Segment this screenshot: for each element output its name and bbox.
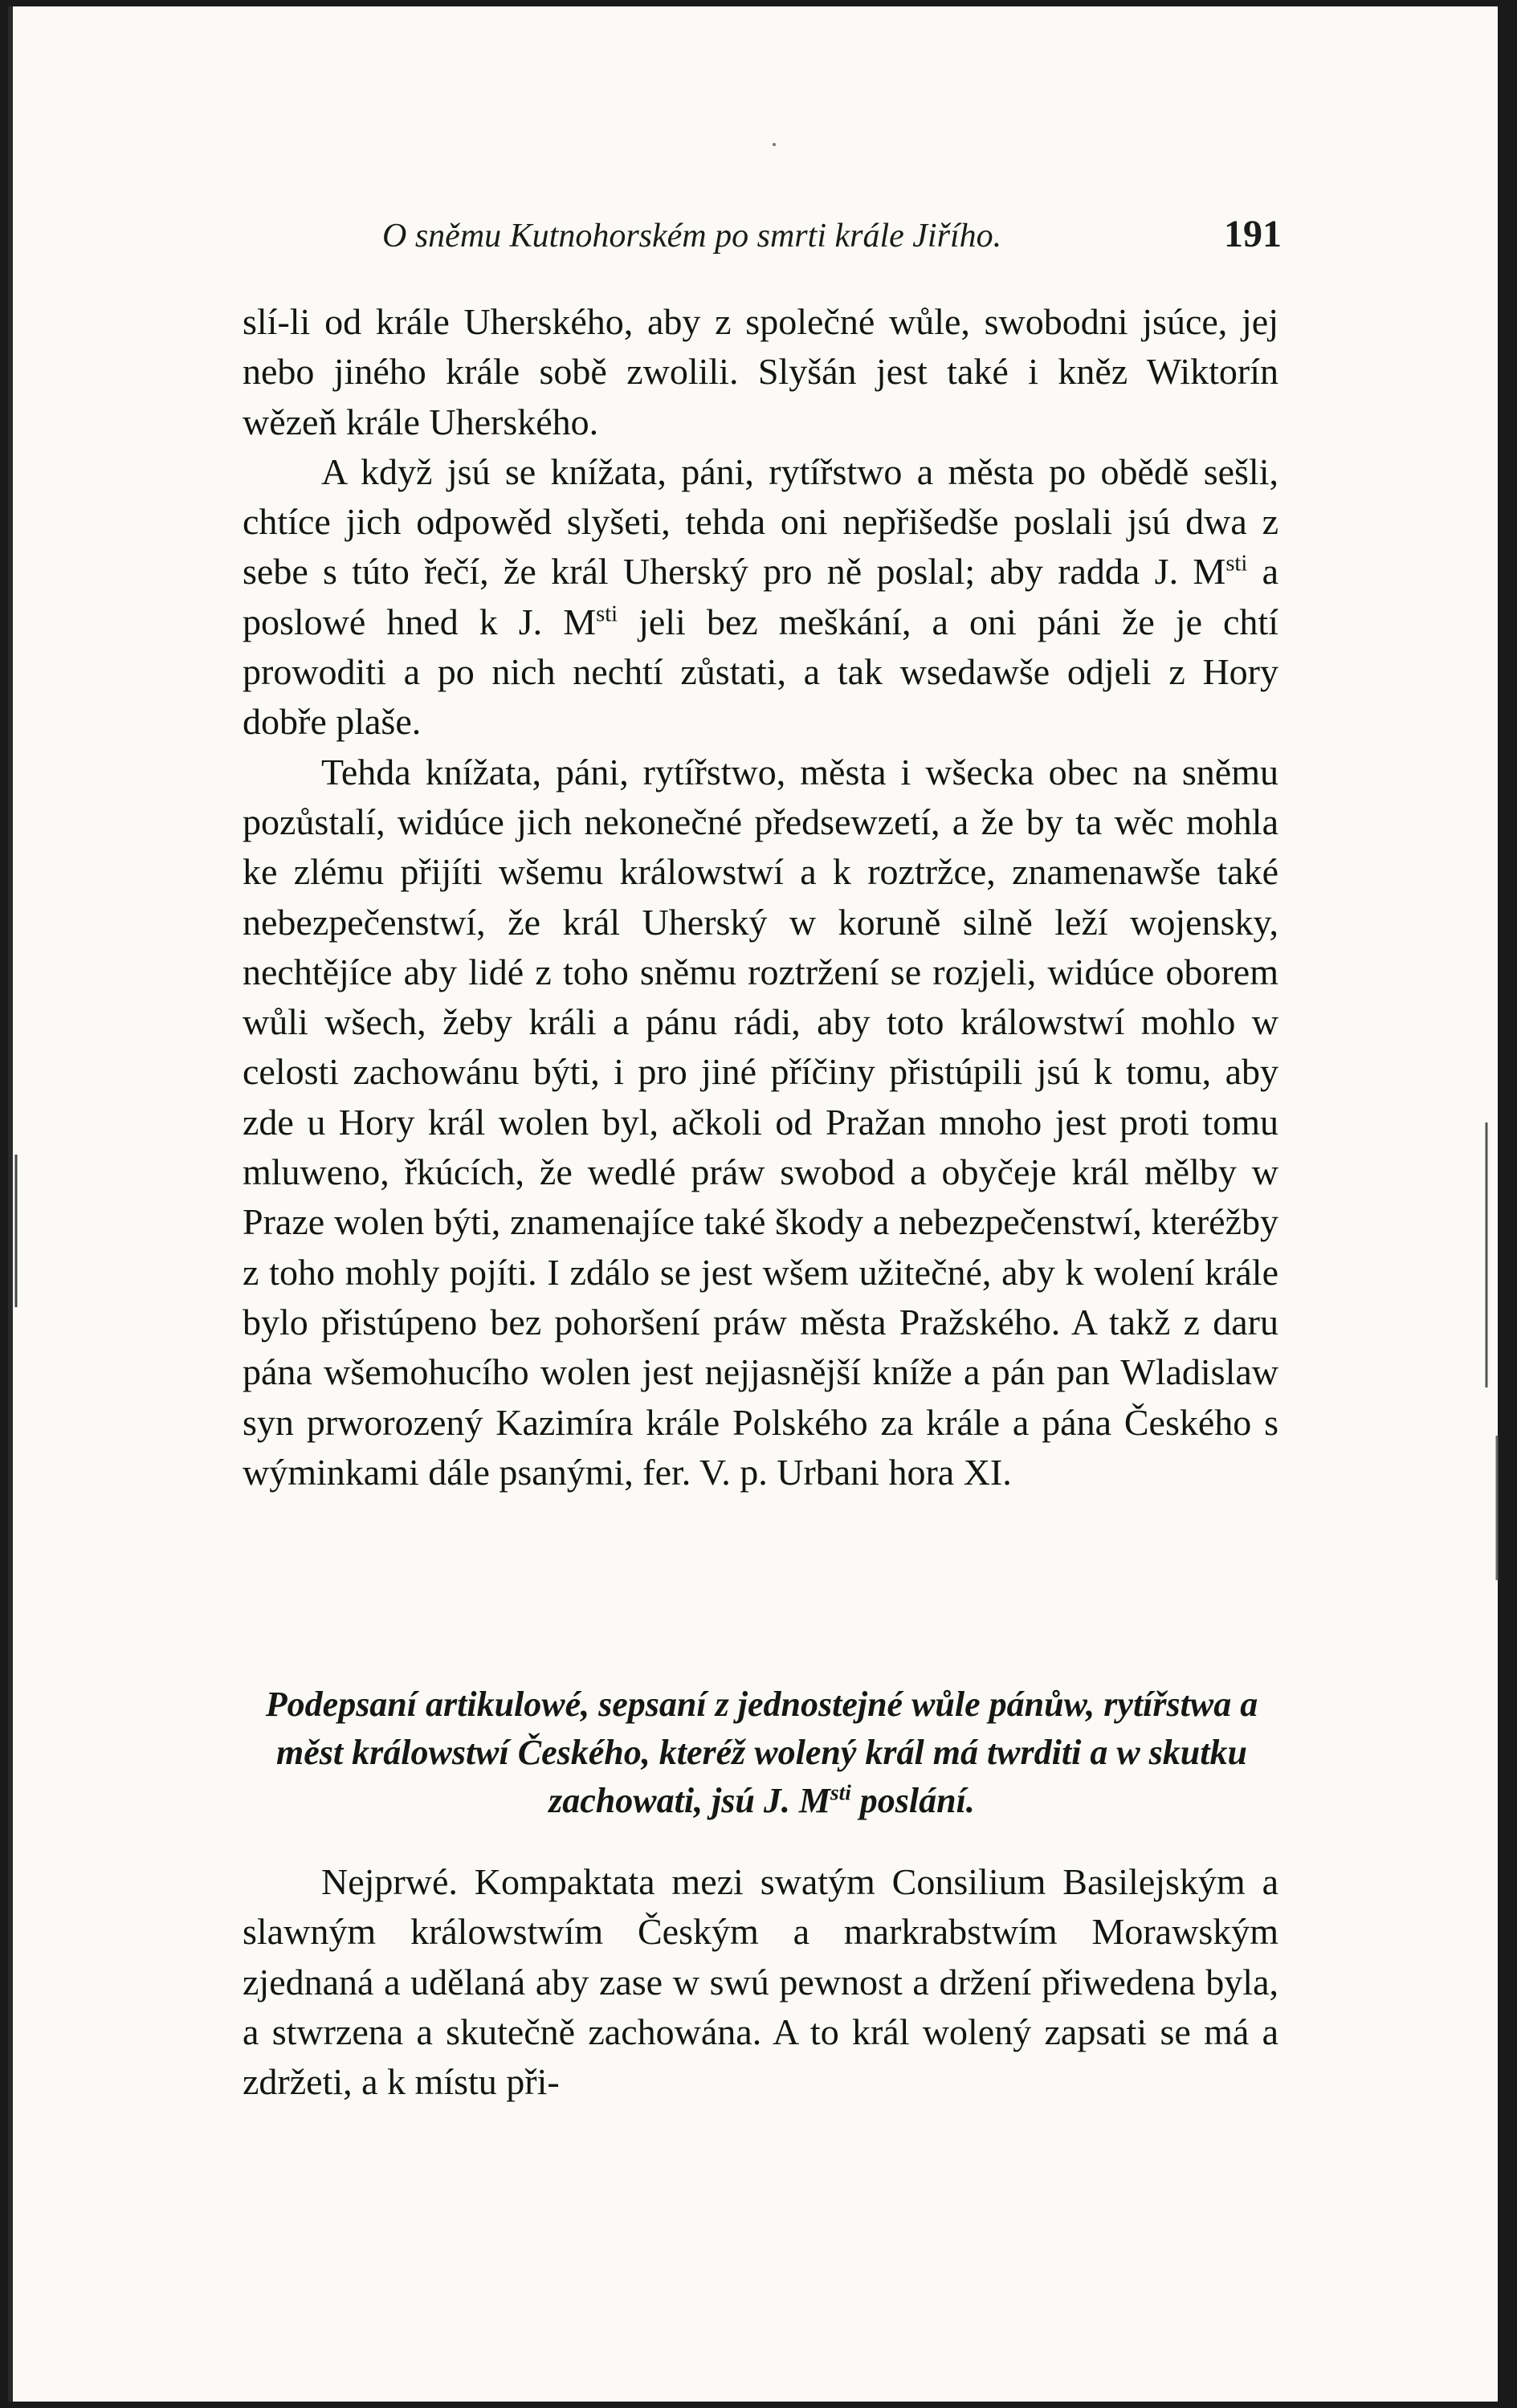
page-number: 191 (1224, 213, 1282, 255)
body-text (243, 297, 1278, 1497)
paragraph (243, 447, 1278, 748)
section-body-text (243, 1857, 1278, 2107)
scan-speck (773, 143, 776, 146)
paragraph-text: Tehda knížata, páni, rytířstwo, města i wšecka obec na sněmu pozůstalí, widúce jich nekonečné předsewzetí, a že by ta wěc mohla ke zlému přijíti wšemu králowstwí a k roztržce, znamenawše také nebezpečenstwí, že král Uherský w koruně silně leží wojensky, nechtějíce aby lidé z toho sněmu roztržení se rozjeli, widúce oborem wůli wšech, žeby králi a pánu rádi, aby toto králowstwí mohlo w celosti zachowánu býti, i pro jiné příčiny přistúpili jsú k tomu, aby zde u Hory král wolen byl, ačkoli od Pražan mnoho jest proti tomu mluweno, řkúcích, že wedlé práw swobod a obyčeje král mělby w Praze wolen býti, znamenajíce také škody a nebezpečenstwí, kteréžby z toho mohly pojíti. I zdálo se jest wšem užitečné, aby k wolení krále bylo přistúpeno bez pohoršení práw města Pražského. A takž z daru pána wšemohucího wolen jest nejjasnější kníže a pán pan Wladislaw syn prworozený Kazimíra krále Polského za krále a pána Českého s wýminkami dále psanými, fer. V. p. Urbani hora XI. (243, 751, 1278, 1493)
paragraph-text: Nejprwé. Kompaktata mezi swatým Consilium Basilejským a slawným králowstwím Českým a markrabstwím Morawským zjednaná a udělaná aby zase w swú pewnost a držení přiwedena byla, a stwrzena a skutečně zachowána. A to král wolený zapsati se má a zdržeti, a k místu při- (243, 1861, 1278, 2103)
paragraph (243, 1857, 1278, 2107)
paragraph-text: slí-li od krále Uherského, aby z společné wůle, swobodni jsúce, jej nebo jiného krále sobě zwolili. Slyšán jest také i kněz Wiktorín wězeň krále Uherského. (243, 301, 1278, 442)
section-heading: Podepsaní artikulowé, sepsaní z jednostejné wůle pánůw, rytířstwa a měst králowstwí Českého, kteréž wolený král má twrditi a w skutku zachowati, jsú J. $M^{sti}$ poslání. (265, 1685, 1258, 1820)
running-head-title: O sněmu Kutnohorském po smrti krále Jiřího. (382, 218, 1002, 255)
book-page (8, 6, 1498, 2402)
paragraph (243, 748, 1278, 1497)
paragraph-text: A když jsú se knížata, páni, rytířstwo a města po obědě sešli, chtíce jich odpowěd slyšeti, tehda oni nepřišedše poslali jsú dwa z sebe s túto řečí, že král Uherský pro ně poslal; aby radda J. $M^{sti}$ a poslowé hned k J. $M^{sti}$ jeli bez meškání, a oni páni že je chtí prowoditi a po nich nechtí zůstati, a tak wsedawše odjeli z Hory dobře plaše. (243, 450, 1279, 743)
paragraph-continuation (243, 297, 1278, 447)
